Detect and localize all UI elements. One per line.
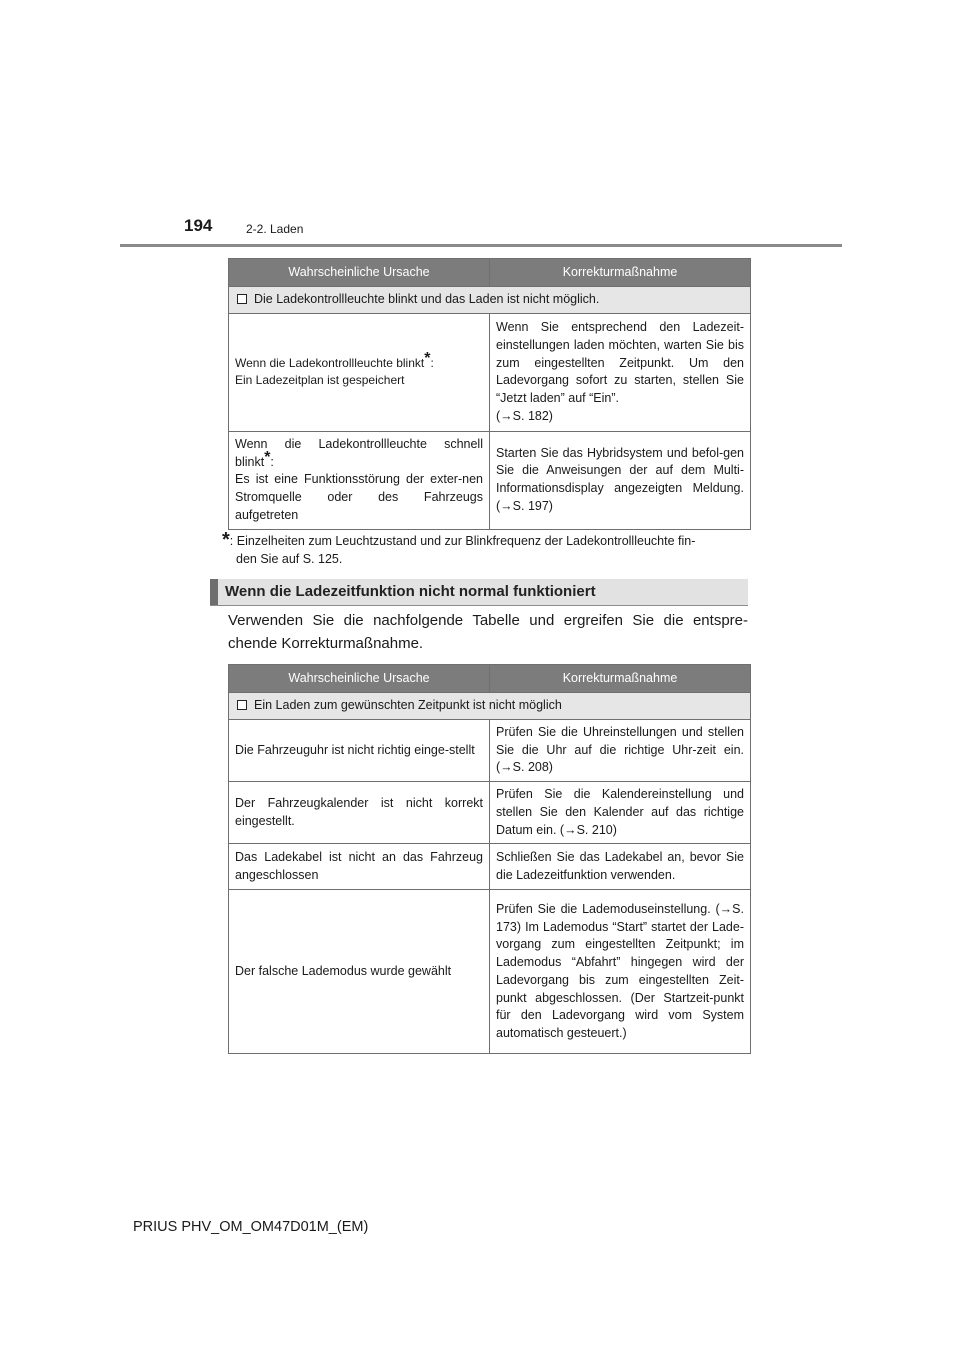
- group-label: Die Ladekontrollleuchte blinkt und das Laden ist nicht möglich.: [254, 292, 600, 306]
- section-heading-text: Wenn die Ladezeitfunktion nicht normal funktioniert: [225, 583, 596, 600]
- footnote-line-2: den Sie auf S. 125.: [236, 552, 343, 567]
- table-row: [229, 719, 751, 781]
- fix-text: Starten Sie das Hybridsystem und befol-gen Sie die Anweisungen der auf dem Multi-Informationsdisplay angezeigten Meldung. (→S. 197): [496, 445, 744, 513]
- fix-cell: Prüfen Sie die Lademoduseinstellung. (→S. 173) Im Lademodus “Start” startet der Lade-vorgang zum eingestellten Zeitpunkt; im Lademodus “Abfahrt” hingegen wird der Ladevorgang bis zum eingestellten Zeit-punkt abgeschlossen. (Der Startzeit-punkt für den Ladevorgang wird vom System automatisch gesteuert.): [490, 890, 751, 1054]
- asterisk-mark: *: [424, 350, 431, 368]
- section-label: 2-2. Laden: [246, 222, 304, 236]
- column-header-cause: Wahrscheinliche Ursache: [229, 665, 490, 693]
- column-header-fix: Korrekturmaßnahme: [490, 665, 751, 693]
- table-header-row: [229, 259, 751, 287]
- fix-cell: Prüfen Sie die Uhreinstellungen und stellen Sie die Uhr auf die richtige Uhr-zeit ein. (→S. 208): [490, 719, 751, 781]
- cause-cell: Die Fahrzeuguhr ist nicht richtig einge-stellt: [229, 719, 490, 781]
- cause-cell: Das Ladekabel ist nicht an das Fahrzeug angeschlossen: [229, 844, 490, 890]
- cause-lead: Wenn die Ladekontrollleuchte schnell blinkt: [235, 436, 483, 469]
- group-cell: [229, 287, 751, 314]
- page-reference: (→S. 182): [496, 408, 553, 423]
- group-cell: [229, 693, 751, 720]
- column-header-cause: Wahrscheinliche Ursache: [229, 259, 490, 287]
- table-row: [229, 890, 751, 1054]
- footnote-line-1: : Einzelheiten zum Leuchtzustand und zur Blinkfrequenz der Ladekontrollleuchte fin-: [229, 534, 696, 548]
- cause-rest: Es ist eine Funktionsstörung der exter-nen Stromquelle oder des Fahrzeugs aufgetreten: [235, 472, 483, 522]
- fix-cell: [490, 313, 751, 431]
- heading-accent-bar: [210, 579, 218, 605]
- intro-paragraph: Verwenden Sie die nachfolgende Tabelle und ergreifen Sie die entspre-chende Korrekturmaßnahme.: [228, 612, 748, 653]
- cause-cell: [229, 431, 490, 529]
- checkbox-square-icon: [237, 700, 247, 710]
- asterisk-mark: *: [222, 529, 230, 551]
- checkbox-square-icon: [237, 294, 247, 304]
- table-header-row: [229, 665, 751, 693]
- fix-cell: Schließen Sie das Ladekabel an, bevor Sie die Ladezeitfunktion verwenden.: [490, 844, 751, 890]
- fix-text: Wenn Sie entsprechend den Ladezeit-einstellungen laden möchten, warten Sie bis zum eingestellten Zeitpunkt. Um den Ladevorgang sofort zu starten, stellen Sie “Jetzt laden” auf “Ein”.: [496, 320, 744, 405]
- asterisk-mark: *: [264, 448, 271, 466]
- column-header-fix: Korrekturmaßnahme: [490, 259, 751, 287]
- table-charging-light: [228, 258, 751, 530]
- cause-cell: Der falsche Lademodus wurde gewählt: [229, 890, 490, 1054]
- section-heading: [210, 579, 748, 606]
- cause-rest: Ein Ladezeitplan ist gespeichert: [235, 373, 405, 388]
- page-number: 194: [184, 216, 213, 235]
- group-label: Ein Laden zum gewünschten Zeitpunkt ist nicht möglich: [254, 698, 562, 712]
- table-row: [229, 313, 751, 431]
- table-timer-function: [228, 664, 751, 1054]
- fix-cell: Prüfen Sie die Kalendereinstellung und stellen Sie den Kalender auf das richtige Datum ein. (→S. 210): [490, 782, 751, 844]
- table-row: [229, 844, 751, 890]
- table-group-row: [229, 287, 751, 314]
- table-row: [229, 782, 751, 844]
- cause-colon: :: [270, 454, 274, 469]
- document-code: PRIUS PHV_OM_OM47D01M_(EM): [133, 1219, 369, 1235]
- footnote: [222, 529, 752, 568]
- table-group-row: [229, 693, 751, 720]
- header-rule: [120, 244, 842, 247]
- cause-cell: Der Fahrzeugkalender ist nicht korrekt eingestellt.: [229, 782, 490, 844]
- cause-lead: Wenn die Ladekontrollleuchte blinkt: [235, 356, 425, 371]
- cause-cell: [229, 313, 490, 431]
- cause-colon: :: [430, 356, 434, 371]
- table-row: [229, 431, 751, 529]
- fix-cell: [490, 431, 751, 529]
